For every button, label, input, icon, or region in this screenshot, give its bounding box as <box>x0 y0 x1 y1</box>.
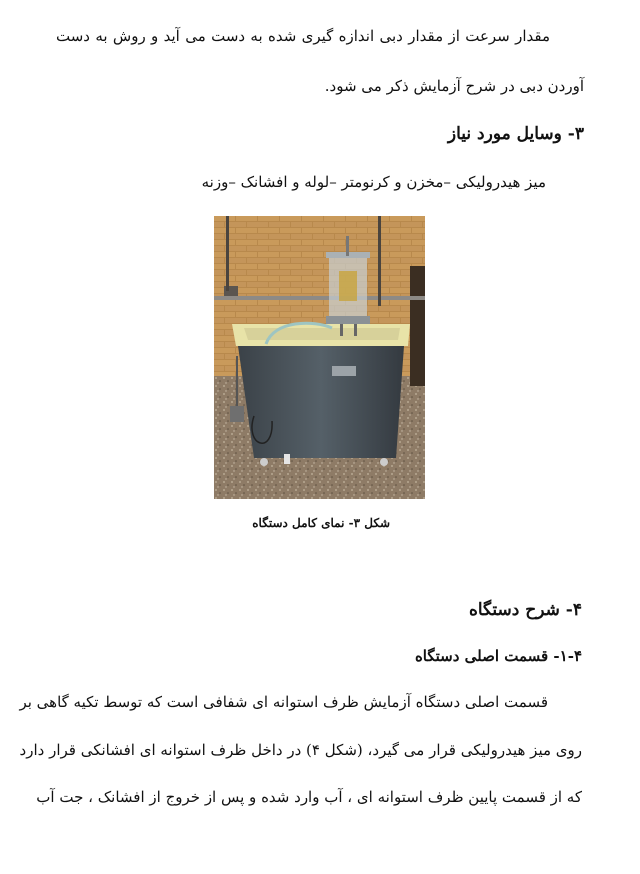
section3-heading: ۳- وسایل مورد نیاز <box>447 124 584 144</box>
section4-heading: ۴- شرح دستگاه <box>468 600 582 620</box>
apparatus-photo <box>214 216 425 499</box>
section4-1-subheading: ۱-۴- قسمت اصلی دستگاه <box>414 647 582 665</box>
paragraph1-line1: مقدار سرعت از مقدار دبی اندازه گیری شده به دست می آید و روش به دست <box>56 27 550 45</box>
equipment-list: میز هیدرولیکی –مخزن و کرنومتر –لوله و افشانک –وزنه <box>201 173 546 191</box>
section4-line3: که از قسمت پایین ظرف استوانه ای ، آب وارد شده و پس از خروج از افشانک ، جت آب <box>36 788 582 806</box>
section4-line1: قسمت اصلی دستگاه آزمایش ظرف استوانه ای شفافی است که توسط تکیه گاهی بر <box>19 693 548 711</box>
figure-caption: شکل ۳- نمای کامل دستگاه <box>252 516 390 530</box>
section4-line2: روی میز هیدرولیکی قرار می گیرد، (شکل ۴) در داخل ظرف استوانه ای افشانکی قرار دارد <box>19 741 582 759</box>
paragraph1-line2: آوردن دبی در شرح آزمایش ذکر می شود. <box>324 77 584 95</box>
